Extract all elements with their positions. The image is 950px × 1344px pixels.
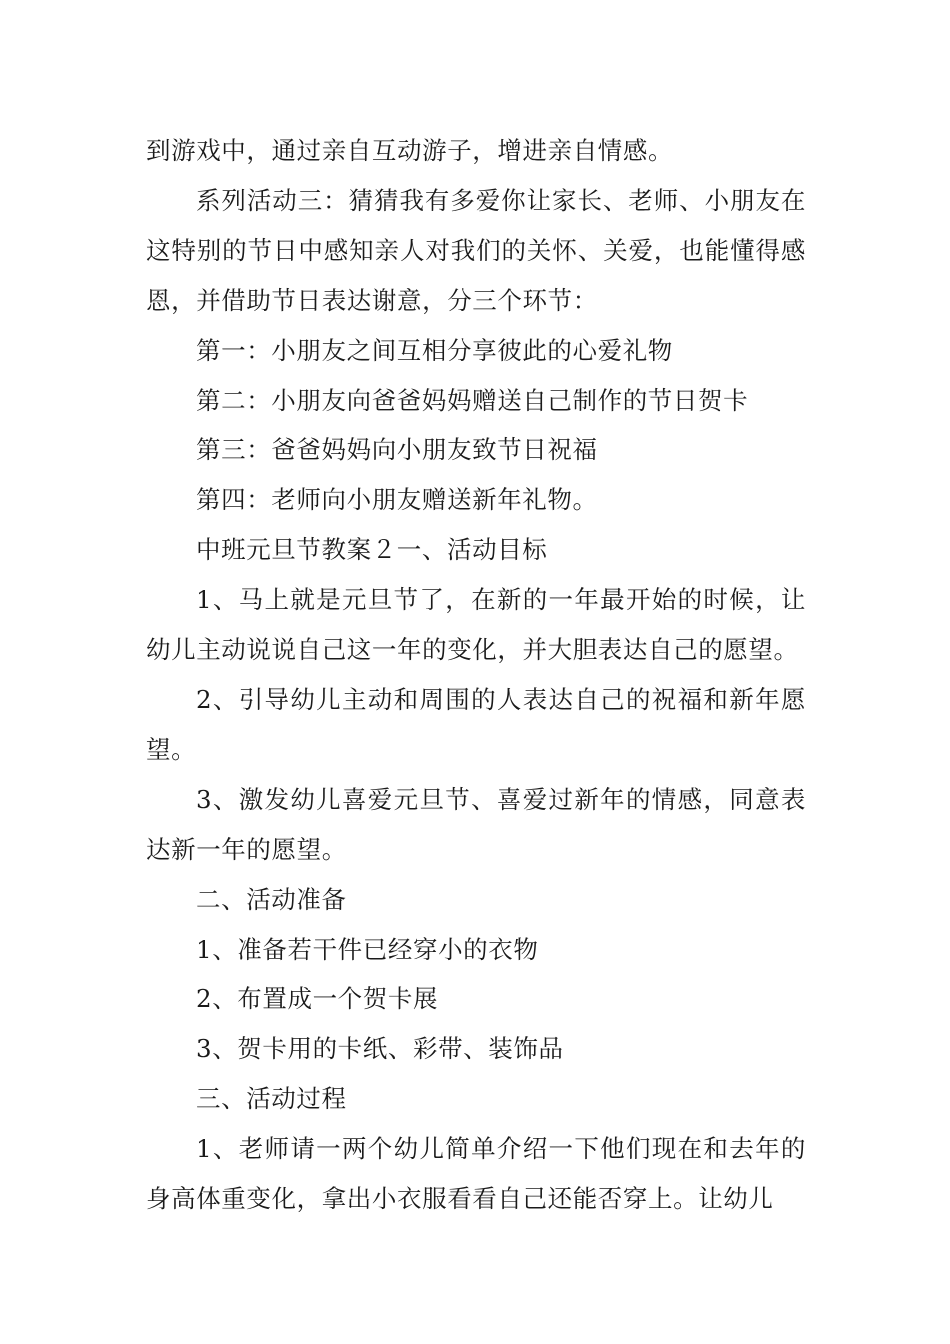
section-heading-process: 三、活动过程 — [196, 1084, 347, 1114]
paragraph-continuation: 到游戏中，通过亲自互动游子，增进亲自情感。 — [146, 136, 674, 165]
paragraph-prep-3: 3、贺卡用的卡纸、彩带、装饰品 — [196, 1034, 564, 1064]
paragraph-prep-2: 2、布置成一个贺卡展 — [196, 984, 439, 1014]
paragraph-process-1: 1、老师请一两个幼儿简单介绍一下他们现在和去年的身高体重变化，拿出小衣服看看自己还能否穿上。让幼儿 — [146, 1134, 806, 1214]
section-heading-preparation: 二、活动准备 — [196, 884, 347, 914]
paragraph-step-one: 第一：小朋友之间互相分享彼此的心爱礼物 — [196, 335, 673, 365]
paragraph-goal-2: 2、引导幼儿主动和周围的人表达自己的祝福和新年愿望。 — [146, 684, 806, 764]
paragraph-activity-three: 系列活动三：猜猜我有多爱你让家长、老师、小朋友在这特别的节日中感知亲人对我们的关怀、关爱，也能懂得感恩，并借助节日表达谢意，分三个环节： — [146, 185, 806, 315]
paragraph-goal-3: 3、激发幼儿喜爱元旦节、喜爱过新年的情感，同意表达新一年的愿望。 — [146, 784, 806, 864]
paragraph-step-two: 第二：小朋友向爸爸妈妈赠送自己制作的节日贺卡 — [196, 385, 749, 415]
paragraph-prep-1: 1、准备若干件已经穿小的衣物 — [196, 934, 539, 964]
document-body — [146, 126, 806, 1224]
paragraph-goal-1: 1、马上就是元旦节了，在新的一年最开始的时候，让幼儿主动说说自己这一年的变化，并大胆表达自己的愿望。 — [146, 585, 806, 665]
section-heading-lesson-2-goals: 中班元旦节教案２一、活动目标 — [196, 535, 548, 565]
paragraph-step-three: 第三：爸爸妈妈向小朋友致节日祝福 — [196, 435, 598, 465]
paragraph-step-four: 第四：老师向小朋友赠送新年礼物。 — [196, 485, 598, 515]
